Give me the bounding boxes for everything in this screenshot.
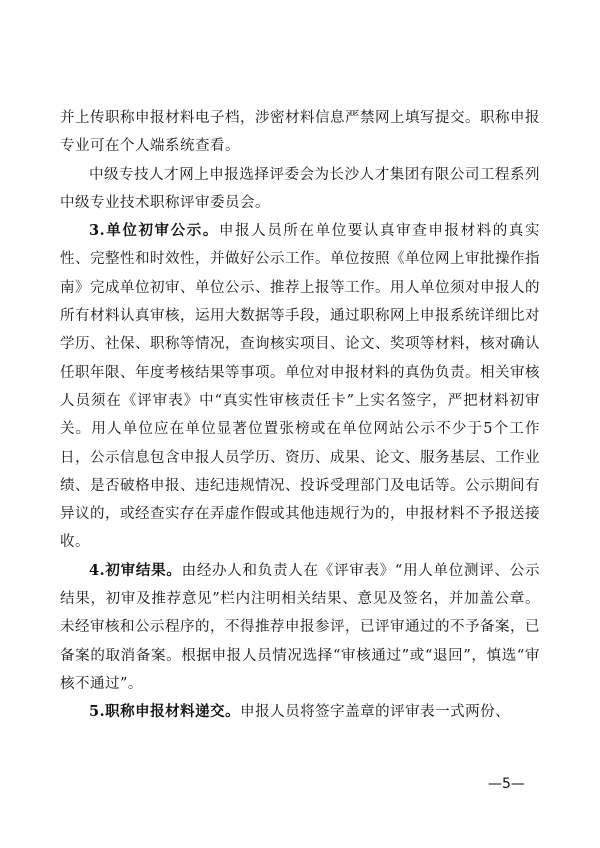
paragraph-material-submission bbox=[60, 698, 540, 726]
paragraph-text: 中级专技人才网上申报选择评委会为长沙人才集团有限公司工程系列中级专业技术职称评审委员会。 bbox=[60, 166, 540, 211]
section-heading: 3.单位初审公示。 bbox=[89, 222, 219, 240]
paragraph-review-result bbox=[60, 557, 540, 698]
document-body bbox=[60, 104, 540, 727]
paragraph-text: 申报人员所在单位要认真审查申报材料的真实性、完整性和时效性，并做好公示工作。单位按照《单位网上审批操作指南》完成单位初审、单位公示、推荐上报等工作。用人单位须对申报人的所有材料认真审核，运用大数据等手段，通过职称网上申报系统详细比对学历、社保、职称等情况，查询核实项目、论文、奖项等材料，核对确认任职年限、年度考核结果等事项。单位对申报材料的真伪负责。相关审核人员须在《评审表》中“真实性审核责任卡”上实名签字，严把材料初审关。用人单位应在单位显著位置张榜或在单位网站公示不少于5个工作日，公示信息包含申报人员学历、资历、成果、论文、服务基层、工作业绩、是否破格申报、违纪违规情况、投诉受理部门及电话等。公示期间有异议的，或经查实存在弄虚作假或其他违规行为的，申报材料不予报送接收。 bbox=[60, 223, 540, 551]
paragraph-text: 由经办人和负责人在《评审表》“用人单位测评、公示结果，初审及推荐意见”栏内注明相关结果、意见及签名，并加盖公章。未经审核和公示程序的，不得推荐申报参评，已评审通过的不予备案，已备案的取消备案。根据申报人员情况选择“审核通过”或“退回”，慎选“审核不通过”。 bbox=[60, 562, 540, 692]
section-heading: 5.职称申报材料递交。 bbox=[89, 703, 241, 721]
paragraph-evaluation-committee bbox=[60, 161, 540, 218]
paragraph-unit-review bbox=[60, 217, 540, 557]
section-heading: 4.初审结果。 bbox=[89, 561, 182, 579]
paragraph-text: 并上传职称申报材料电子档，涉密材料信息严禁网上填写提交。职称申报专业可在个人端系统查看。 bbox=[60, 110, 540, 155]
paragraph-continuation bbox=[60, 104, 540, 161]
page-number: —5— bbox=[488, 776, 525, 792]
paragraph-text: 申报人员将签字盖章的评审表一式两份、 bbox=[240, 704, 511, 721]
